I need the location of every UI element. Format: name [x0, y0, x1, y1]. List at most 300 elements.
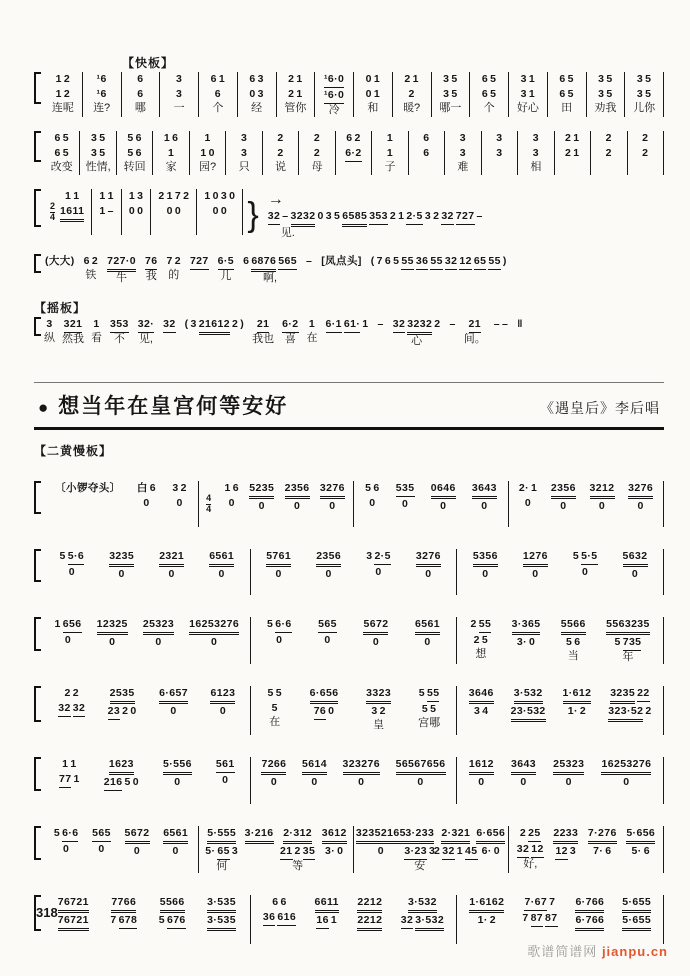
note-token: 0	[637, 500, 644, 512]
beat	[174, 72, 185, 115]
note-token: 1	[218, 73, 226, 85]
measure	[482, 131, 518, 175]
sig-denominator: 4	[50, 211, 56, 222]
notes-upper	[158, 686, 189, 704]
notes-lower	[108, 635, 116, 650]
notes-upper	[96, 617, 129, 635]
note-token: 3232	[407, 317, 432, 335]
beat	[142, 617, 175, 663]
lyric	[628, 722, 631, 735]
note-token: 3	[220, 190, 228, 202]
measure	[190, 131, 226, 175]
lyric	[277, 582, 280, 595]
note-token: 白	[136, 482, 148, 494]
lyric	[105, 219, 108, 232]
lyric: 啊,	[263, 272, 278, 284]
note-token: 0646	[431, 481, 456, 499]
notes-upper	[621, 895, 652, 913]
beat	[470, 617, 493, 661]
note-token: 0	[532, 568, 539, 580]
note-token: 6·6	[275, 617, 291, 633]
beat	[521, 895, 558, 940]
notes-upper	[627, 481, 654, 499]
note-token: 0	[143, 497, 150, 509]
measure	[44, 481, 199, 527]
note-token: 1	[70, 758, 77, 770]
notes-lower	[365, 87, 382, 102]
beat	[558, 72, 575, 115]
notes-lower	[574, 913, 605, 931]
notes-upper	[309, 686, 340, 704]
measure	[509, 481, 664, 527]
lyric	[313, 790, 316, 803]
note-token: 32	[73, 701, 85, 717]
note-token: –	[306, 255, 313, 267]
notes-lower	[172, 844, 180, 859]
note-token: 2	[605, 147, 612, 159]
notes-lower	[641, 146, 649, 161]
beat	[472, 549, 499, 595]
lyric: 母	[311, 161, 323, 173]
note-token: 6	[249, 73, 256, 85]
notes-upper	[342, 757, 381, 775]
note-token: 656	[63, 617, 82, 633]
staff	[34, 72, 664, 117]
notes-upper	[163, 131, 180, 146]
note-token: 0	[375, 566, 382, 578]
note-token: 323·52	[608, 704, 643, 722]
lyric	[522, 790, 525, 803]
note-token: 2356	[285, 481, 310, 499]
closing-brace: }	[247, 195, 259, 234]
beat	[627, 481, 654, 527]
note-token: 2	[433, 210, 440, 222]
beat	[58, 757, 81, 801]
beat	[633, 72, 655, 115]
note-token: 5	[158, 914, 165, 926]
note-token: 7	[110, 914, 117, 926]
notes-upper	[392, 317, 442, 335]
note-token: 727·0	[107, 254, 136, 272]
notes-upper	[108, 757, 135, 775]
note-token: 5	[451, 73, 458, 85]
note-token: 1	[456, 845, 464, 857]
note-token: 3	[520, 88, 527, 100]
lyric: 难	[457, 161, 469, 173]
lyric: 田	[561, 102, 573, 114]
notes-lower	[374, 565, 382, 580]
note-token: 0	[166, 205, 173, 217]
note-token: 1	[398, 210, 405, 222]
lyric: 转回	[123, 161, 146, 173]
note-token: 565	[92, 826, 111, 842]
notes-upper	[319, 481, 346, 499]
notes-upper	[493, 317, 510, 332]
note-token: 0	[337, 845, 344, 857]
note-token: 6585	[342, 209, 367, 227]
note-token: 2	[565, 132, 572, 144]
notes-lower	[416, 775, 424, 790]
note-token: 2	[379, 705, 386, 717]
note-token: 6·	[481, 845, 492, 857]
lyric: 好,	[523, 858, 538, 870]
notes-lower	[377, 844, 385, 859]
beat	[284, 481, 311, 527]
note-token: 32	[58, 701, 70, 717]
note-token: 2	[313, 147, 321, 159]
lyric	[499, 332, 502, 345]
note-token: 1·6162	[469, 895, 504, 913]
note-token: 0	[275, 568, 282, 580]
measure	[409, 131, 445, 175]
lyric: 纵	[44, 332, 55, 344]
lyric	[575, 719, 578, 732]
notes-upper	[468, 757, 495, 775]
lyric	[122, 929, 125, 942]
notes-upper	[157, 189, 190, 204]
note-token: 0	[68, 566, 75, 578]
measures	[44, 549, 664, 595]
notes-lower	[128, 204, 145, 219]
note-token: 1	[573, 132, 580, 144]
beat	[457, 131, 468, 174]
note-token: 3	[231, 845, 239, 857]
note-token: 5632	[623, 549, 648, 567]
notes-lower	[565, 635, 582, 650]
beat	[109, 895, 138, 942]
notes-upper	[589, 481, 616, 499]
note-token: 1	[528, 88, 536, 100]
system-brace	[34, 757, 41, 791]
note-token: 1	[573, 147, 580, 159]
note-token: 5·656	[626, 826, 655, 844]
note-token: 6	[423, 132, 430, 144]
notes-upper	[511, 617, 542, 635]
lyric	[600, 514, 603, 527]
beat	[301, 757, 328, 803]
note-token: 5563235	[606, 617, 650, 635]
beat	[587, 826, 618, 872]
lyric	[360, 790, 363, 803]
notes-lower	[126, 146, 143, 161]
lyric: 哪一	[439, 102, 462, 114]
notes-upper	[110, 895, 137, 913]
note-token: 3	[496, 147, 503, 159]
beat	[163, 131, 180, 174]
note-token: 6	[137, 88, 144, 100]
notes-lower	[477, 913, 497, 928]
note-token: 1	[373, 73, 381, 85]
notes-lower	[324, 844, 344, 859]
tempo-mark: 【摇板】	[34, 301, 87, 315]
notes-upper	[440, 826, 471, 844]
notes-upper	[162, 757, 193, 775]
lyric: 说	[275, 161, 287, 173]
notes-upper	[523, 895, 556, 911]
beat	[530, 131, 541, 174]
section-main-song	[34, 481, 664, 944]
notes-upper	[162, 317, 176, 333]
lyric: 个	[483, 102, 495, 114]
note-token: 0	[482, 568, 489, 580]
notes-upper	[609, 686, 650, 704]
measure	[160, 72, 199, 117]
segment	[91, 317, 102, 345]
lyric	[426, 650, 429, 663]
note-token: 25323	[143, 617, 174, 635]
lyric	[567, 790, 570, 803]
beat	[384, 131, 395, 174]
notes-lower	[315, 913, 338, 929]
notes-upper	[459, 131, 467, 146]
note-token: 16253276	[189, 617, 239, 635]
note-token: 6	[137, 73, 144, 85]
notes-lower	[481, 844, 501, 859]
notes-upper	[209, 686, 236, 704]
note-token: 5·6	[68, 549, 84, 565]
notes-upper	[189, 254, 210, 270]
notes-upper	[136, 481, 157, 496]
note-token: 6	[210, 73, 217, 85]
note-token: 5	[266, 618, 274, 630]
notes-upper	[203, 131, 211, 146]
notes-upper	[510, 757, 537, 775]
measure	[457, 895, 664, 944]
lyric: 宫哪	[418, 717, 441, 729]
beat	[107, 686, 138, 733]
note-token: 7	[549, 896, 556, 908]
tempo-mark: 【快板】	[122, 56, 175, 70]
note-token: 25	[528, 826, 540, 842]
note-token: 2	[642, 132, 649, 144]
arrow-icon: →	[267, 191, 284, 208]
note-token: 1	[200, 147, 207, 159]
note-token: 6	[346, 132, 353, 144]
notes-upper	[356, 895, 383, 913]
note-token: 5	[614, 636, 621, 648]
lyric	[371, 511, 374, 524]
system-brace	[34, 317, 41, 336]
note-token: 3235	[610, 686, 635, 704]
notes-lower	[386, 146, 394, 161]
note-token: 2212	[357, 913, 382, 931]
note-token: 76	[314, 704, 326, 720]
note-token: 0	[402, 498, 409, 510]
note-token: 3323	[366, 686, 391, 704]
beat	[162, 826, 189, 872]
section-previous-song	[34, 54, 664, 348]
note-token: 0	[249, 88, 256, 100]
note-token: 0	[582, 566, 589, 578]
note-token: 61·	[344, 317, 360, 333]
lyric	[174, 859, 177, 872]
note-token: 3276	[320, 481, 345, 499]
notes-upper	[57, 895, 90, 913]
lyric	[68, 788, 71, 801]
note-token: 1	[107, 190, 114, 202]
measure	[199, 826, 354, 873]
lyric	[427, 582, 430, 595]
lyric: 在	[306, 332, 318, 344]
note-token: 3	[636, 73, 644, 85]
notes-lower	[442, 87, 459, 102]
measure	[83, 72, 122, 117]
note-token: 2	[470, 618, 477, 630]
notes-lower	[531, 567, 539, 582]
notes-upper	[574, 895, 605, 913]
staff	[34, 131, 664, 175]
note-token: 21	[469, 317, 481, 333]
measure	[251, 617, 458, 664]
notes-upper	[564, 131, 581, 146]
notes-upper	[260, 757, 287, 775]
notes-upper	[240, 131, 248, 146]
notes-lower	[97, 842, 105, 857]
lyric	[346, 333, 349, 346]
note-token: 3·216	[245, 826, 274, 844]
notes-lower	[424, 567, 432, 582]
segment	[162, 317, 176, 346]
note-token: 0	[128, 205, 136, 217]
note-token: 0	[329, 500, 336, 512]
measure	[548, 72, 587, 117]
note-token: 0	[172, 845, 179, 857]
note-token: 1	[128, 190, 136, 202]
notes-lower	[287, 87, 304, 102]
notes-upper	[136, 72, 144, 87]
notes-upper	[481, 72, 498, 87]
notes-upper	[171, 481, 188, 496]
note-token: 1	[528, 73, 536, 85]
note-token: 3·535	[207, 913, 236, 931]
note-token: 5	[490, 88, 497, 100]
note-token: 23·532	[511, 704, 546, 722]
beat	[605, 131, 613, 174]
note-token: 0	[132, 776, 139, 788]
note-token: 5	[606, 73, 613, 85]
lyric	[111, 650, 114, 663]
note-token: 6	[54, 147, 61, 159]
system-brace	[34, 686, 41, 722]
measures	[44, 72, 664, 117]
note-token: 32	[445, 254, 457, 270]
beat	[59, 189, 85, 235]
notes-lower	[516, 635, 536, 650]
measure	[122, 72, 161, 117]
note-token: 2	[565, 147, 572, 159]
note-token: 6	[54, 132, 61, 144]
system-S2	[34, 549, 664, 595]
lyric	[485, 928, 488, 941]
note-token: 5	[127, 147, 134, 159]
beat	[403, 72, 420, 115]
notes-lower	[567, 704, 587, 719]
note-token: 3	[532, 147, 539, 159]
measure	[354, 481, 509, 527]
note-token: –	[377, 318, 384, 330]
lyric	[419, 790, 422, 803]
note-token: 5	[365, 482, 372, 494]
note-token: ¹6	[96, 73, 107, 85]
lyric	[607, 161, 610, 174]
lyric: 好心	[516, 102, 539, 114]
notes-lower	[169, 704, 177, 719]
notes-upper	[265, 549, 292, 567]
note-token: 7·276	[588, 826, 617, 844]
notes-upper	[562, 686, 593, 704]
note-token: 735	[623, 635, 642, 651]
lyric	[172, 219, 175, 232]
beat	[223, 481, 240, 524]
staff	[34, 757, 664, 804]
system-S1	[34, 481, 664, 527]
lyric: 经	[251, 102, 263, 114]
note-token: 2	[404, 73, 411, 85]
note-token: 3	[90, 132, 98, 144]
note-token: 3	[496, 132, 503, 144]
note-token: 5	[271, 702, 278, 714]
note-token: 5	[421, 703, 429, 715]
measure	[299, 131, 335, 175]
note-token: 36	[416, 254, 428, 270]
measure	[277, 72, 316, 117]
beat	[321, 826, 348, 872]
note-token: 5·	[205, 845, 216, 857]
notes-lower	[344, 146, 362, 162]
note-token: 77	[59, 772, 71, 788]
note-token: 3276	[628, 481, 653, 499]
beat	[136, 481, 157, 524]
notes-upper	[44, 254, 76, 269]
beat	[574, 895, 605, 944]
beat	[344, 131, 362, 175]
notes-lower	[481, 567, 489, 582]
lyric: 园?	[199, 161, 217, 173]
notes-upper	[403, 72, 420, 87]
notes-lower	[401, 497, 409, 512]
notes-upper	[64, 189, 81, 204]
notes-lower	[279, 844, 316, 860]
measure	[445, 131, 481, 175]
notes-lower	[166, 204, 183, 219]
note-token: 3·365	[512, 617, 541, 635]
beat	[468, 757, 495, 803]
note-token: 5	[275, 687, 282, 699]
notes-upper	[158, 549, 185, 567]
lyric	[308, 269, 311, 282]
header-rule-thin	[34, 382, 664, 383]
notes-upper	[215, 757, 236, 773]
beat	[495, 131, 503, 174]
lyric	[498, 161, 501, 174]
note-token: 3612	[322, 826, 347, 844]
note-token: 2233	[553, 826, 578, 844]
notes-upper	[522, 549, 549, 567]
note-token: 1	[204, 190, 211, 202]
note-token: 6	[280, 896, 287, 908]
notes-lower	[631, 844, 651, 859]
notes-upper	[96, 72, 108, 87]
note-token: 6561	[209, 549, 234, 567]
beat	[468, 686, 495, 732]
note-token: 678	[119, 913, 138, 929]
lyric	[484, 582, 487, 595]
note-token: 2·5	[374, 549, 390, 565]
lyric	[437, 270, 440, 283]
note-token: 5566	[561, 617, 586, 635]
beat	[158, 549, 185, 595]
notes-upper	[518, 481, 538, 496]
